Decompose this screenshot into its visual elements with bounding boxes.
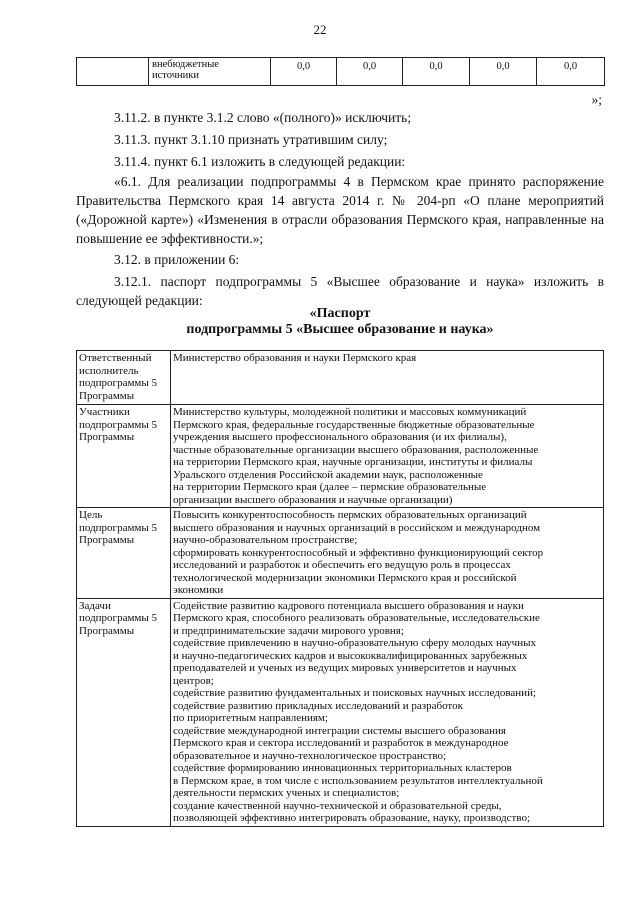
budget-table-fragment (76, 57, 605, 86)
passport-row-label: Ответственный исполнитель подпрограммы 5 Программы (77, 351, 171, 405)
table-cell-value: 0,0 (271, 58, 337, 86)
passport-row-tasks (77, 598, 604, 826)
amendment-6-1-text: «6.1. Для реализации подпрограммы 4 в Пермском крае принято распоряжение Правительства Пермского края 14 августа 2014 г. № 204-рп «О плане мероприятий («Дорожной карте») «Изменения в отрасли образования Пермского края, направленные на повышение ее эффективности.»; (76, 174, 604, 246)
table-cell-value: 0,0 (403, 58, 470, 86)
passport-row-content: Министерство культуры, молодежной политики и массовых коммуникаций Пермского края, федеральные государственные бюджетные образовательные учреждения высшего профессионального образования (и их филиалы), частные образовательные организации высшего образования, расположенные на территории Пермского края, научные организации, институты и филиалы Уральского отделения Российской академии наук, расположенные на территории Пермского края (далее – пермские образовательные организации высшего образования и научные организации) (171, 405, 604, 508)
table-cell-value: 0,0 (470, 58, 537, 86)
passport-row-participants (77, 405, 604, 508)
passport-title-line-1: «Паспорт (309, 306, 371, 321)
passport-row-label: Участники подпрограммы 5 Программы (77, 405, 171, 508)
amendment-3-12: 3.12. в приложении 6: (114, 252, 240, 267)
amendment-3-12-1: 3.12.1. паспорт подпрограммы 5 «Высшее образование и наука» изложить в следующей редакции: (76, 274, 604, 308)
table-cell-empty (77, 58, 149, 86)
amendment-3-11-2: 3.11.2. в пункте 3.1.2 слово «(полного)» исключить; (114, 110, 412, 125)
amendment-3-11-3: 3.11.3. пункт 3.1.10 признать утратившим силу; (114, 132, 388, 147)
table-row (77, 58, 605, 86)
passport-row-goal (77, 508, 604, 599)
table-cell-value: 0,0 (537, 58, 605, 86)
passport-row-label: Цель подпрограммы 5 Программы (77, 508, 171, 599)
passport-row-content: Повысить конкурентоспособность пермских образовательных организаций высшего образования и научных организаций в российском и международном научно-образовательном пространстве; сформировать конкурентоспособный и эффективно функционирующий сектор исследований и разработок и обеспечить его ведущую роль в процессах технологической модернизации экономики Пермского края и российской экономики (171, 508, 604, 599)
page-number: 22 (313, 22, 327, 37)
passport-row-executor (77, 351, 604, 405)
passport-row-label: Задачи подпрограммы 5 Программы (77, 598, 171, 826)
passport-title (76, 306, 604, 338)
passport-row-content: Министерство образования и науки Пермского края (171, 351, 604, 405)
passport-table (76, 350, 604, 827)
passport-title-line-2: подпрограммы 5 «Высшее образование и наука» (186, 322, 494, 337)
table-cell-value: 0,0 (337, 58, 403, 86)
amendment-3-11-4: 3.11.4. пункт 6.1 изложить в следующей редакции: (114, 154, 406, 169)
table-cell-label: внебюджетные источники (149, 58, 271, 86)
passport-row-content: Содействие развитию кадрового потенциала высшего образования и науки Пермского края, способного реализовать образовательные, исследовательские и предпринимательские задачи мирового уровня; содействие привлечению в научно-образовательную сферу молодых научных и научно-педагогических кадров и высококвалифицированных зарубежных преподавателей и ученых из ведущих мировых университетов и научных центров; содействие развитию фундаментальных и поисковых научных исследований; содействие развитию прикладных исследований и разработок по приоритетным направлениям; содействие международной интеграции системы высшего образования Пермского края и сектора исследований и разработок в международное образовательное и научно-технологическое пространство; содействие формированию инновационных территориальных кластеров в Пермском крае, в том числе с использованием результатов интеллектуальной деятельности пермских ученых и специалистов; создание качественной научно-технической и образовательной среды, позволяющей эффективно интегрировать образование, науку, производство; (171, 598, 604, 826)
closing-quote-mark: »; (591, 92, 602, 107)
